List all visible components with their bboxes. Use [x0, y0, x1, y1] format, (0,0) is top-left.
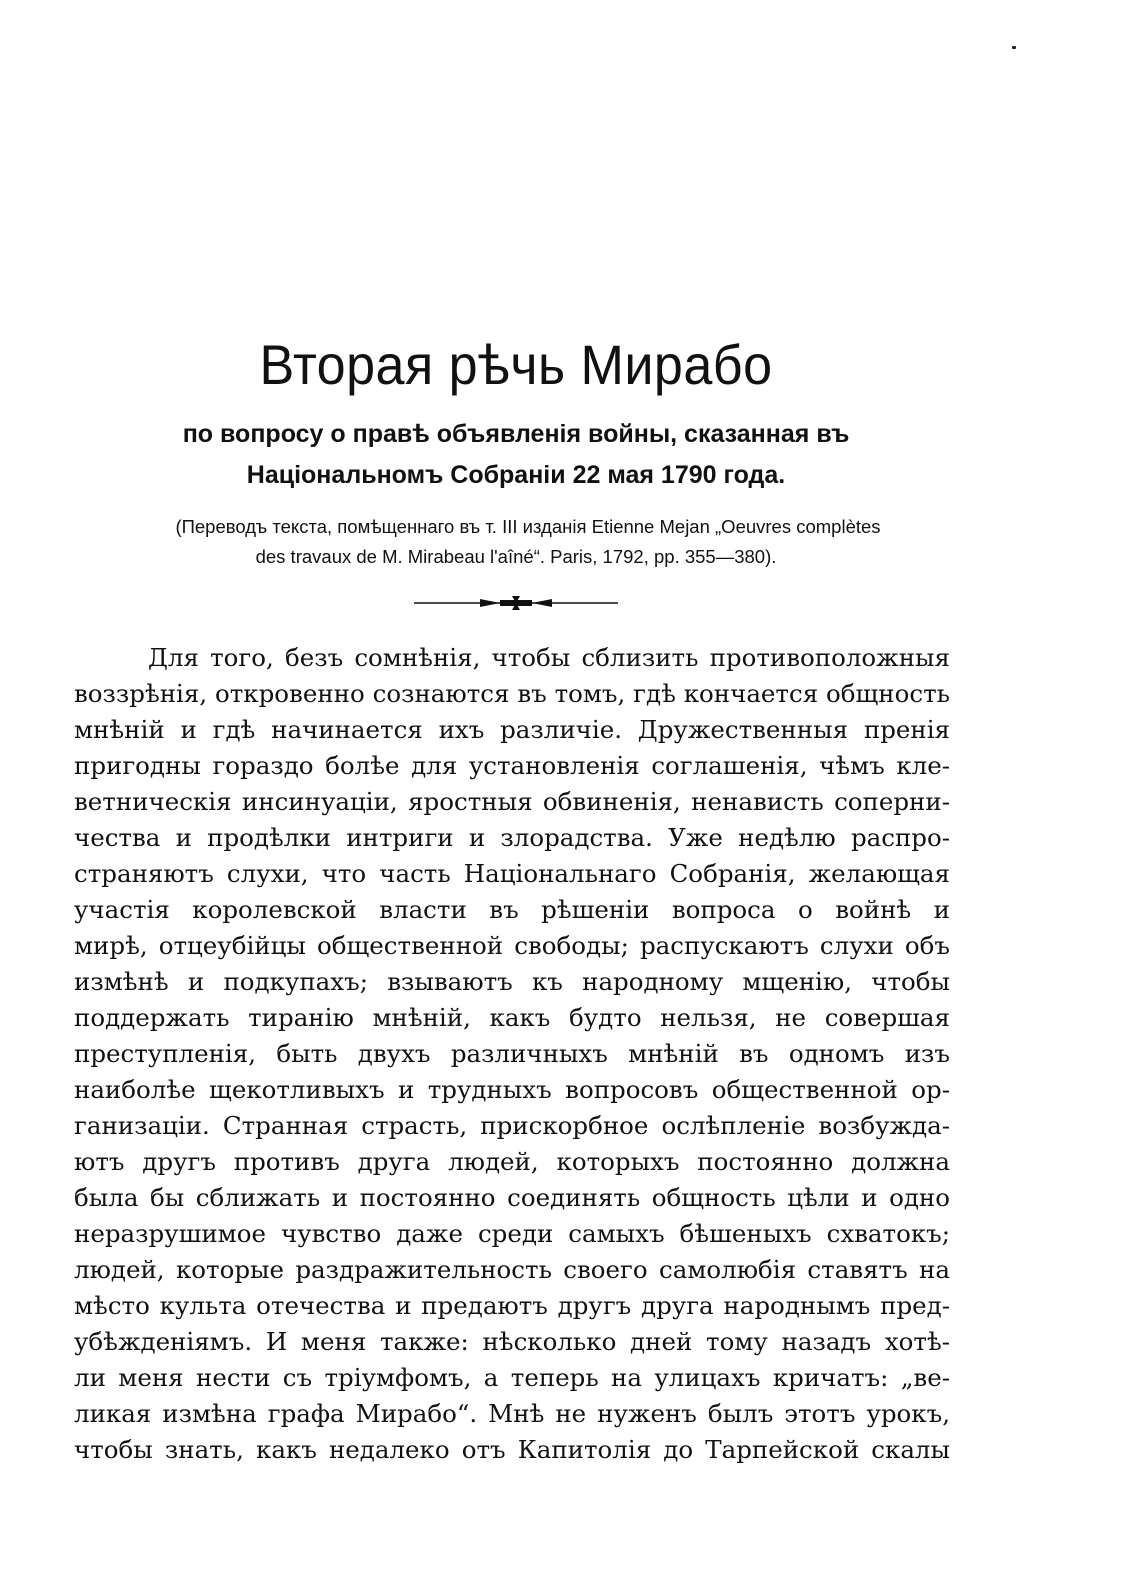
subtitle-line-1: по вопросу о правѣ объявленія войны, сказанная въ: [182, 420, 850, 448]
body-line: ликая измѣна графа Мирабо“. Мнѣ не нуженъ былъ этотъ урокъ,: [74, 1399, 950, 1428]
body-line: измѣнѣ и подкупахъ; взываютъ къ народному мщенію, чтобы: [74, 967, 950, 996]
body-line: убѣжденіямъ. И меня также: нѣсколько дней тому назадъ хотѣ-: [74, 1327, 950, 1356]
body-line: неразрушимое чувство даже среди самыхъ бѣшеныхъ схватокъ;: [74, 1219, 950, 1248]
body-line: мѣсто культа отечества и предаютъ другъ друга народнымъ пред-: [74, 1291, 950, 1320]
subtitle-line-2: Національномъ Собраніи 22 мая 1790 года.: [246, 461, 786, 489]
body-line: Для того, безъ сомнѣнія, чтобы сблизить противоположныя: [148, 643, 950, 672]
body-line: чества и продѣлки интриги и злорадства. Уже недѣлю распро-: [74, 823, 950, 852]
source-note-line-2: des travaux de M. Mirabeau l'aîné“. Paris, 1792, pp. 355—380).: [255, 546, 777, 567]
body-line: ютъ другъ противъ друга людей, которыхъ постоянно должна: [74, 1147, 950, 1176]
body-line: воззрѣнія, откровенно сознаются въ томъ, гдѣ кончается общность: [74, 679, 950, 708]
body-line: пригодны гораздо болѣе для установленія соглашенія, чѣмъ кле-: [74, 751, 950, 780]
print-speck: [1012, 46, 1016, 49]
body-line: поддержать тиранію мнѣній, какъ будто нельзя, не совершая: [74, 1003, 950, 1032]
body-line: ли меня нести съ тріумфомъ, а теперь на улицахъ кричатъ: „ве-: [74, 1363, 950, 1392]
body-line: мнѣній и гдѣ начинается ихъ различіе. Дружественныя пренія: [74, 715, 950, 744]
body-line: была бы сближать и постоянно соединять общность цѣли и одно: [74, 1183, 950, 1212]
body-line: участія королевской власти въ рѣшеніи вопроса о войнѣ и: [74, 895, 950, 924]
body-line: страняютъ слухи, что часть Національнаго Собранія, желающая: [74, 859, 950, 888]
page-title: Вторая рѣчь Мирабо: [259, 333, 773, 396]
body-line: ганизаціи. Странная страсть, прискорбное ослѣпленіе возбужда-: [74, 1111, 950, 1140]
body-line: чтобы знать, какъ недалеко отъ Капитолія до Тарпейской скалы: [74, 1435, 950, 1464]
decorative-rule-icon: [414, 592, 618, 614]
body-line: наиболѣе щекотливыхъ и трудныхъ вопросовъ общественной ор-: [74, 1075, 950, 1104]
body-line: ветническія инсинуаціи, яростныя обвиненія, ненависть соперни-: [74, 787, 950, 816]
body-line: людей, которые раздражительность своего самолюбія ставятъ на: [74, 1255, 950, 1284]
body-paragraph: [74, 640, 950, 1468]
body-line: преступленія, быть двухъ различныхъ мнѣній въ одномъ изъ: [74, 1039, 950, 1068]
body-line: мирѣ, отцеубійцы общественной свободы; распускаютъ слухи объ: [74, 931, 950, 960]
source-note-line-1: (Переводъ текста, помѣщеннаго въ т. III изданія Etienne Mejan „Oeuvres complètes: [175, 516, 881, 537]
